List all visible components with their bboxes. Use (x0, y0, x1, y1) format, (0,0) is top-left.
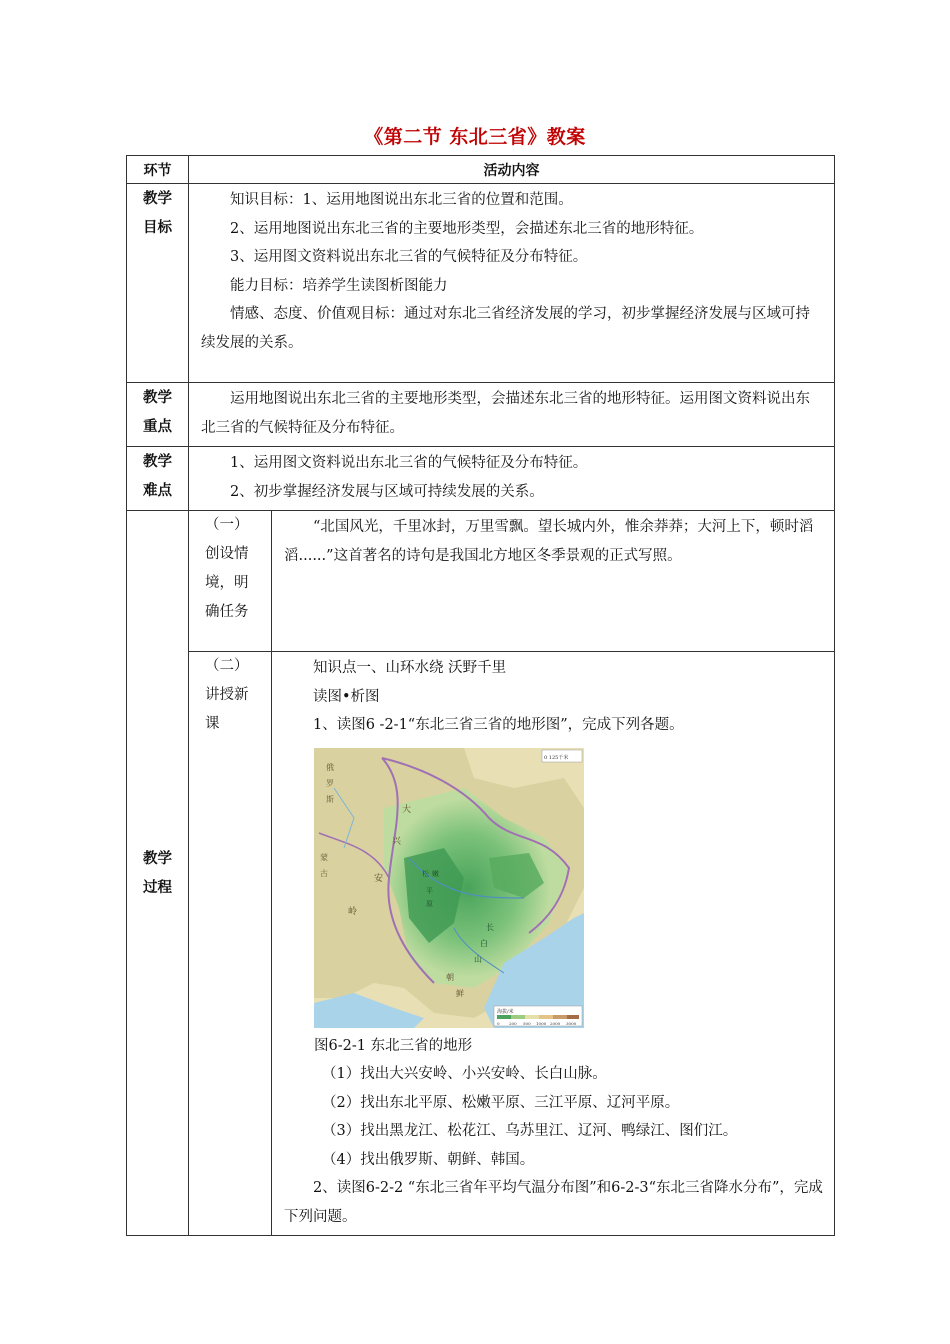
svg-text:鲜: 鲜 (456, 988, 464, 998)
svg-text:嫩: 嫩 (432, 869, 439, 878)
objective-line: 知识目标：1、运用地图说出东北三省的位置和范围。 (230, 192, 573, 208)
difficulties-row (127, 447, 835, 511)
difficulty-line: 1、运用图文资料说出东北三省的气候特征及分布特征。 (230, 455, 588, 471)
svg-text:长: 长 (486, 922, 494, 932)
process-step2-row (127, 652, 835, 1236)
step2-line: 知识点一、山环水绕 沃野千里 (313, 660, 507, 676)
objective-line: 3、运用图文资料说出东北三省的气候特征及分布特征。 (230, 249, 588, 265)
document-title: 《第二节 东北三省》教案 (364, 126, 586, 148)
svg-text:古: 古 (320, 868, 328, 878)
step1-text: “北国风光，千里冰封，万里雪飘。望长城内外，惟余莽莽；大河上下，顿时滔滔......”这首著名的诗句是我国北方地区冬季景观的正式写照。 (284, 519, 814, 564)
objectives-content (189, 184, 835, 383)
svg-text:大: 大 (402, 804, 412, 815)
step2-line: 1、读图6 -2-1“东北三省三省的地形图”，完成下列各题。 (313, 717, 684, 733)
svg-text:山: 山 (474, 954, 482, 964)
table-header-row (127, 156, 835, 184)
objectives-label: 教学 目标 (127, 184, 189, 383)
svg-text:0: 0 (497, 1020, 500, 1026)
svg-text:白: 白 (480, 938, 488, 948)
task-item: （4）找出俄罗斯、朝鲜、韩国。 (322, 1151, 535, 1168)
svg-text:斯: 斯 (326, 794, 334, 804)
key-points-content (189, 383, 835, 447)
key-points-text: 运用地图说出东北三省的主要地形类型，会描述东北三省的地形特征。运用图文资料说出东北三省的气候特征及分布特征。 (201, 391, 810, 436)
svg-text:2000: 2000 (550, 1020, 561, 1026)
svg-text:200: 200 (509, 1020, 517, 1026)
objectives-row (127, 184, 835, 383)
svg-text:罗: 罗 (326, 778, 334, 788)
lesson-plan-table (126, 155, 835, 1236)
svg-text:平: 平 (426, 886, 433, 895)
svg-text:俄: 俄 (326, 762, 334, 772)
svg-text:1000: 1000 (536, 1020, 547, 1026)
northeast-terrain-map (314, 748, 584, 1028)
map-caption: 图6-2-1 东北三省的地形 (314, 1037, 473, 1054)
svg-text:松: 松 (422, 869, 429, 878)
map-legend-title: 海拔/米 (497, 1008, 514, 1015)
difficulties-label: 教学 难点 (127, 447, 189, 511)
objective-line: 情感、态度、价值观目标：通过对东北三省经济发展的学习，初步掌握经济发展与区域可持续发展的关系。 (201, 306, 810, 351)
task-item: （1）找出大兴安岭、小兴安岭、长白山脉。 (322, 1066, 607, 1082)
step1-name: （一） 创设情 境，明 确任务 (189, 511, 272, 652)
svg-text:500: 500 (523, 1020, 531, 1026)
step1-content (272, 511, 835, 652)
svg-text:岭: 岭 (348, 906, 358, 917)
header-section: 环节 (127, 156, 189, 184)
objective-line: 能力目标：培养学生读图析图能力 (230, 277, 448, 294)
step2-content (272, 652, 835, 1236)
svg-text:朝: 朝 (446, 972, 454, 982)
task-item: （2）找出东北平原、松嫩平原、三江平原、辽河平原。 (322, 1094, 680, 1111)
header-content: 活动内容 (189, 156, 835, 184)
step2-name: （二） 讲授新 课 (189, 652, 272, 1236)
step2-line-last: 2、读图6-2-2 “东北三省年平均气温分布图”和6-2-3“东北三省降水分布”，完成下列问题。 (284, 1180, 823, 1225)
difficulty-line: 2、初步掌握经济发展与区域可持续发展的关系。 (230, 483, 544, 500)
difficulties-content (189, 447, 835, 511)
map-scale: 0 125千米 (544, 754, 569, 761)
svg-text:原: 原 (426, 899, 433, 908)
svg-text:3000: 3000 (566, 1020, 577, 1026)
svg-text:蒙: 蒙 (320, 852, 328, 862)
objective-line: 2、运用地图说出东北三省的主要地形类型，会描述东北三省的地形特征。 (230, 220, 704, 237)
key-points-row (127, 383, 835, 447)
step2-line: 读图•析图 (313, 688, 380, 705)
task-item: （3）找出黑龙江、松花江、乌苏里江、辽河、鸭绿江、图们江。 (322, 1123, 738, 1139)
process-label: 教学 过程 (127, 511, 189, 1236)
key-points-label: 教学 重点 (127, 383, 189, 447)
process-step1-row (127, 511, 835, 652)
svg-text:兴: 兴 (392, 836, 402, 847)
svg-text:安: 安 (374, 873, 384, 884)
